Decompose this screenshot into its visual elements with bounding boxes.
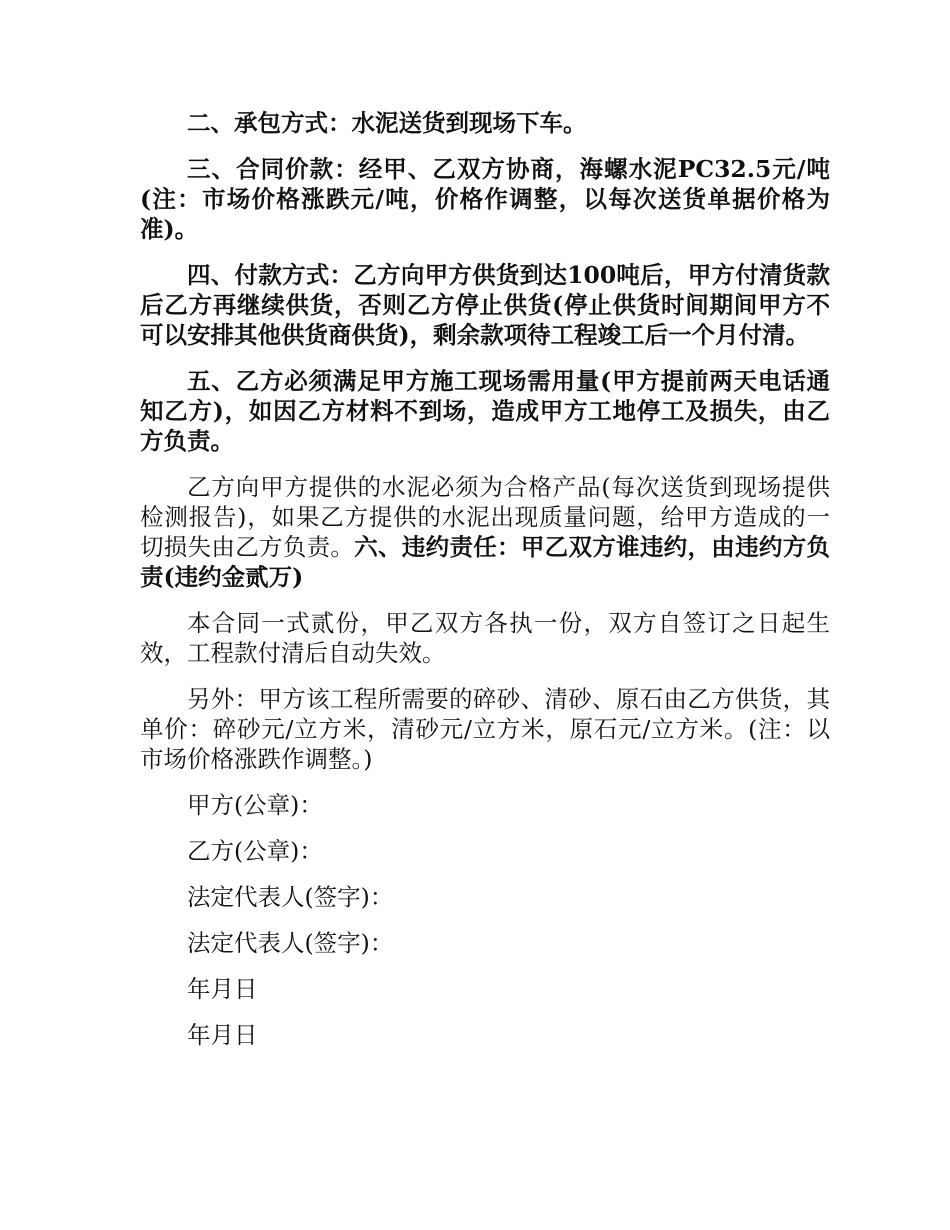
clause-contract-price: 三、合同价款：经甲、乙双方协商，海螺水泥PC32.5元/吨(注：市场价格涨跌元/吨，价格作调整，以每次送货单据价格为准)。 xyxy=(140,155,830,243)
clause-quality-and-liability xyxy=(140,472,830,592)
party-b-seal: 乙方(公章)： xyxy=(187,837,323,865)
party-a-representative: 法定代表人(签字)： xyxy=(187,883,394,911)
party-b-date: 年月日 xyxy=(187,1021,258,1049)
clause-copies-effective: 本合同一式贰份，甲乙双方各执一份，双方自签订之日起生效，工程款付清后自动失效。 xyxy=(140,609,830,667)
clause-contract-method: 二、承包方式：水泥送货到现场下车。 xyxy=(187,109,587,137)
contract-page xyxy=(140,108,830,1066)
party-b-representative: 法定代表人(签字)： xyxy=(187,929,394,957)
clause-payment-method: 四、付款方式：乙方向甲方供货到达100吨后，甲方付清货款后乙方再继续供货，否则乙方停止供货(停止供货时间期间甲方不可以安排其他供货商供货)，剩余款项待工程竣工后一个月付清。 xyxy=(140,261,830,349)
clause-additional-materials: 另外：甲方该工程所需要的碎砂、清砂、原石由乙方供货，其单价：碎砂元/立方米，清砂元/立方米，原石元/立方米。(注：以市场价格涨跌作调整。) xyxy=(140,685,830,773)
clause-supply-requirement: 五、乙方必须满足甲方施工现场需用量(甲方提前两天电话通知乙方)，如因乙方材料不到场，造成甲方工地停工及损失，由乙方负责。 xyxy=(140,367,830,455)
breach-liability-text: 六、违约责任：甲乙双方谁违约，由违约方负责(违约金贰万) xyxy=(140,533,831,591)
party-a-seal: 甲方(公章)： xyxy=(187,791,323,819)
party-a-date: 年月日 xyxy=(187,975,258,1003)
quality-text: 乙方向甲方提供的水泥必须为合格产品(每次送货到现场提供检测报告)，如果乙方提供的水泥出现质量问题，给甲方造成的一切损失由乙方负责。 xyxy=(140,473,830,561)
